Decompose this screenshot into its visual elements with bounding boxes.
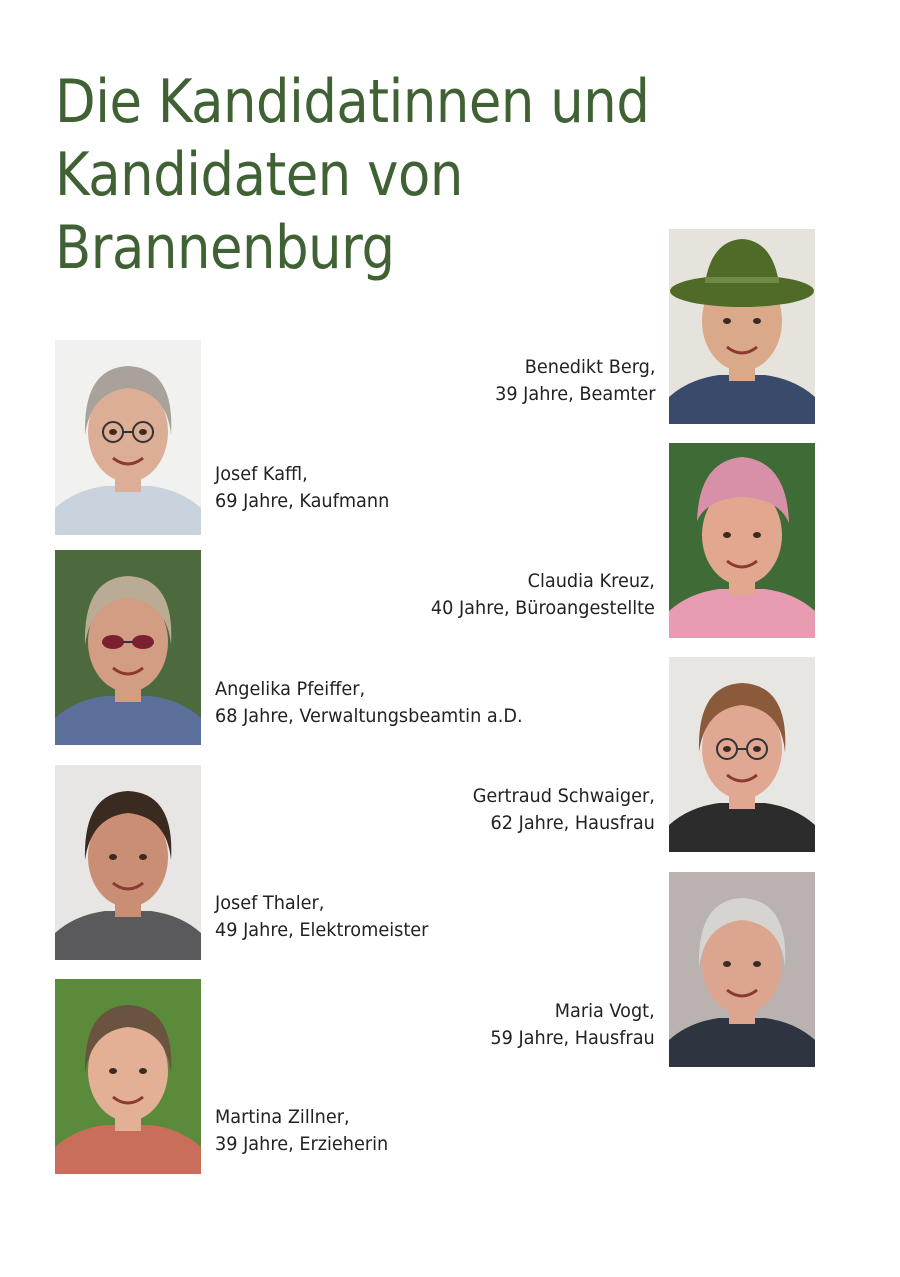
candidate-photo [669, 657, 815, 852]
candidate-photo [669, 229, 815, 424]
candidate-caption [215, 1104, 388, 1158]
title-line-3: Brannenburg [55, 213, 395, 283]
candidate-caption [215, 676, 523, 730]
candidate-photo [55, 340, 201, 535]
candidate-photo [669, 443, 815, 638]
candidate-photo [669, 872, 815, 1067]
title-line-1: Die Kandidatinnen und [55, 67, 650, 137]
candidate-caption [495, 354, 655, 408]
candidate-photo [55, 550, 201, 745]
candidate-details: 62 Jahre, Hausfrau [490, 812, 655, 834]
candidate-details: 39 Jahre, Beamter [494, 383, 655, 405]
candidate-name: Maria Vogt, [555, 1000, 655, 1022]
candidate-name: Gertraud Schwaiger, [472, 785, 655, 807]
candidate-details: 49 Jahre, Elektromeister [215, 919, 429, 941]
candidate-name: Benedikt Berg, [524, 356, 655, 378]
candidate-details: 40 Jahre, Büroangestellte [430, 597, 655, 619]
candidate-details: 69 Jahre, Kaufmann [215, 490, 390, 512]
candidate-caption [215, 461, 389, 515]
candidate-name: Josef Kaffl, [215, 463, 308, 485]
title-line-2: Kandidaten von [55, 140, 463, 210]
candidate-caption [431, 568, 655, 622]
candidate-caption [215, 890, 428, 944]
candidate-name: Martina Zillner, [215, 1106, 350, 1128]
candidate-name: Josef Thaler, [215, 892, 325, 914]
candidate-name: Claudia Kreuz, [527, 570, 655, 592]
candidate-photo [55, 765, 201, 960]
candidate-details: 68 Jahre, Verwaltungsbeamtin a.D. [215, 705, 523, 727]
candidate-caption [491, 998, 655, 1052]
candidate-details: 39 Jahre, Erzieherin [215, 1133, 389, 1155]
candidate-photo [55, 979, 201, 1174]
candidate-caption [473, 783, 655, 837]
candidate-details: 59 Jahre, Hausfrau [490, 1027, 655, 1049]
candidate-name: Angelika Pfeiffer, [215, 678, 366, 700]
page-title [55, 66, 649, 285]
